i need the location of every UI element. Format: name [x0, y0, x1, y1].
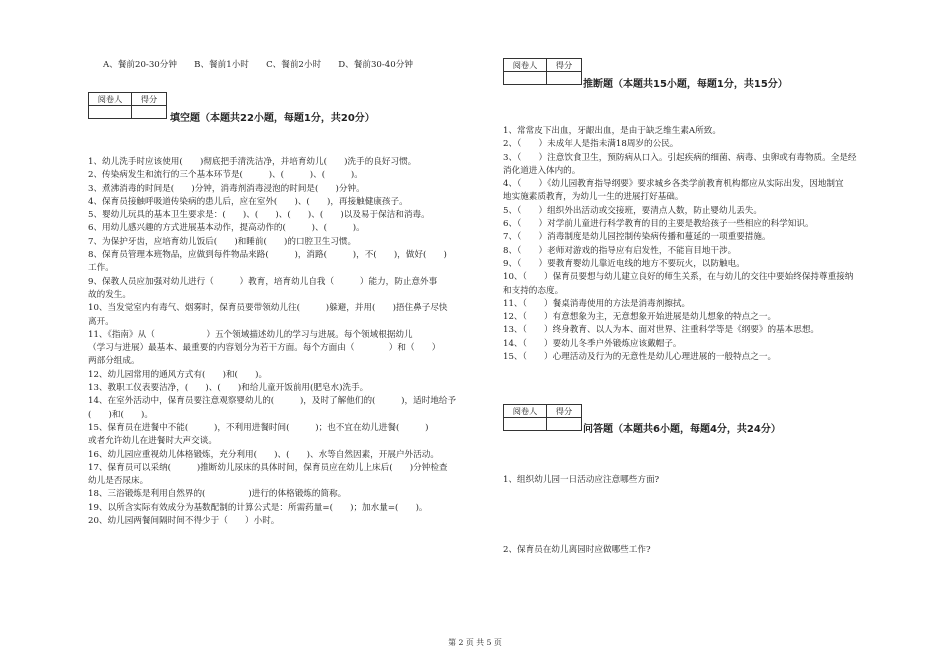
question-line: 离开。 [88, 316, 114, 327]
score-box-fill [88, 92, 167, 119]
question-line: 11、《指南》从（ ）五个领域描述幼儿的学习与进展。每个领域根据幼儿 [88, 329, 413, 340]
question-line: 地实施素质教育，为幼儿一生的进展打好基础。 [503, 192, 684, 203]
judge-section-title: 推断题（本题共15小题，每题1分，共15分） [583, 79, 788, 90]
question-line: 13、教职工仪表要洁净，( )、( )和给儿童开饭前用(肥皂水)洗手。 [88, 383, 369, 394]
question-line: 12、幼儿园常用的通风方式有( )和( )。 [88, 369, 268, 380]
qa-question-2: 2、保育员在幼儿离园时应做哪些工作? [503, 545, 651, 555]
question-line: 18、三浴锻炼是利用自然界的( )进行的体格锻炼的简称。 [88, 489, 347, 500]
question-line: 5、婴幼儿玩具的基本卫生要求是：( )、( )、( )、( )以及易于保洁和消毒。 [88, 210, 430, 221]
question-line: 9、保教人员应加强对幼儿进行（ ）教育，培育幼儿自我（ ）能力，防止意外事 [88, 276, 438, 287]
question-line: 2、传染病发生和流行的三个基本环节是( )、( )、( )。 [88, 170, 363, 181]
grader-label: 阅卷人 [89, 93, 132, 106]
question-line: 14、在室外活动中，保育员要注意观察婴幼儿的( )，及时了解他们的( )，适时地给予 [88, 396, 457, 407]
question-line: ( )和( )。 [88, 409, 153, 420]
question-line: 消化道进入体内的。 [503, 165, 581, 176]
question-line: 20、幼儿园两餐间隔时间不得少于（ ）小时。 [88, 516, 280, 527]
grader-cell [504, 418, 547, 431]
score-label: 得分 [547, 59, 582, 72]
question-line: 11、（ ）餐桌消毒使用的方法是消毒剂擦拭。 [503, 298, 691, 309]
score-label: 得分 [132, 93, 167, 106]
score-cell [547, 418, 582, 431]
question-line: 16、幼儿园应重视幼儿体格锻炼，充分利用( )、( )、水等自然因素，开展户外活动。 [88, 449, 439, 460]
score-cell [132, 106, 167, 119]
judge-questions [503, 125, 863, 364]
score-cell [547, 72, 582, 85]
question-line: 5、（ ）组织外出活动或交接班，要清点人数，防止婴幼儿丢失。 [503, 205, 762, 216]
question-line: 1、幼儿洗手时应该使用( )彻底把手清洗洁净，并培育幼儿( )洗手的良好习惯。 [88, 157, 417, 167]
question-line: 或者允许幼儿在进餐时大声交谈。 [88, 436, 217, 447]
score-box-qa [503, 404, 582, 431]
question-line: 3、煮沸消毒的时间是( )分钟，消毒剂消毒浸泡的时间是( )分钟。 [88, 183, 365, 194]
question-line: 7、（ ）消毒制度是幼儿园控制传染病传播和蔓延的一项重要措施。 [503, 232, 771, 243]
grader-cell [89, 106, 132, 119]
question-line: 故的发生。 [88, 289, 131, 300]
grader-cell [504, 72, 547, 85]
question-line: 10、当发觉室内有毒气、烟雾时，保育员要带领幼儿往( )躲避，并用( )捂住鼻子尽快 [88, 303, 448, 314]
question-line: 15、保育员在进餐中不能( )，不利用进餐时间( )；也不宜在幼儿进餐( ) [88, 422, 429, 433]
score-box-judge [503, 58, 582, 85]
score-label: 得分 [547, 405, 582, 418]
question-line: 1、常常皮下出血，牙龈出血，是由于缺乏维生素A所致。 [503, 126, 721, 136]
question-line: 6、用幼儿感兴趣的方式进展基本动作，提高动作的( )、( )。 [88, 223, 365, 234]
question-line: 4、（ ）《幼儿园教育指导纲要》要求城乡各类学前教育机构都应从实际出发，因地制宜 [503, 179, 844, 190]
question-line: 4、保育员接触呼吸道传染病的患儿后，应在室外( )、( )，再接触健康孩子。 [88, 196, 408, 207]
question-line: 12、（ ）有意想象为主，无意想象开始进展是幼儿想象的特点之一。 [503, 312, 777, 323]
qa-section-title: 问答题（本题共6小题，每题4分，共24分） [583, 424, 781, 435]
question-line: 6、（ ）对学前儿童进行科学教育的目的主要是教给孩子一些相应的科学知识。 [503, 219, 814, 230]
question-line: 15、（ ）心理活动及行为的无意性是幼儿心理进展的一般特点之一。 [503, 352, 777, 363]
question-line: 3、（ ）注意饮食卫生，预防病从口入。引起疾病的细菌、病毒、虫卵或有毒物质。全是经 [503, 152, 857, 163]
question-line: 2、（ ）未成年人是指未满18周岁的公民。 [503, 139, 679, 150]
qa-question-1: 1、组织幼儿园一日活动应注意哪些方面? [503, 475, 660, 485]
grader-label: 阅卷人 [504, 405, 547, 418]
question-line: 17、保育员可以采纳( )推断幼儿尿床的具体时间，保育员应在幼儿上床后( )分钟检查 [88, 462, 448, 473]
question-line: 8、保育员管理本班物品，应做到每件物品来路( )，消路( )，不( )，做好( ) [88, 250, 447, 261]
question-line: 19、以所含实际有效成分为基数配制的计算公式是：所需药量=( )；加水量=( )。 [88, 502, 428, 513]
question-line: 7、为保护牙齿，应培育幼儿饭后( )和睡前( )的口腔卫生习惯。 [88, 236, 357, 247]
fill-questions [88, 156, 480, 528]
question-line: 10、（ ）保育员要想与幼儿建立良好的师生关系，在与幼儿的交往中要始终保持尊重接纳 [503, 272, 854, 283]
question-line: 14、（ ）要幼儿冬季户外锻炼应该戴帽子。 [503, 338, 682, 349]
question-line: 13、（ ）终身教育、以人为本、面对世界、注重科学等是《纲要》的基本思想。 [503, 325, 820, 336]
question-line: 工作。 [88, 263, 114, 274]
question-line: 两部分组成。 [88, 356, 140, 367]
grader-label: 阅卷人 [504, 59, 547, 72]
question-line: 和支持的态度。 [503, 285, 564, 296]
fill-section-title: 填空题（本题共22小题，每题1分，共20分） [170, 113, 375, 124]
page-footer: 第 2 页 共 5 页 [448, 638, 502, 647]
top-options: A、餐前20-30分钟 B、餐前1小时 C、餐前2小时 D、餐前30-40分钟 [103, 60, 413, 70]
question-line: 幼儿是否尿床。 [88, 476, 149, 487]
question-line: （学习与进展）最基本、最重要的内容划分为若干方面。每个方面由（ ）和（ ） [88, 343, 441, 354]
question-line: 8、（ ）老师对游戏的指导应有启发性，不能盲目地干涉。 [503, 245, 737, 256]
question-line: 9、（ ）要教育婴幼儿靠近电线的地方不要玩火，以防触电。 [503, 258, 745, 269]
